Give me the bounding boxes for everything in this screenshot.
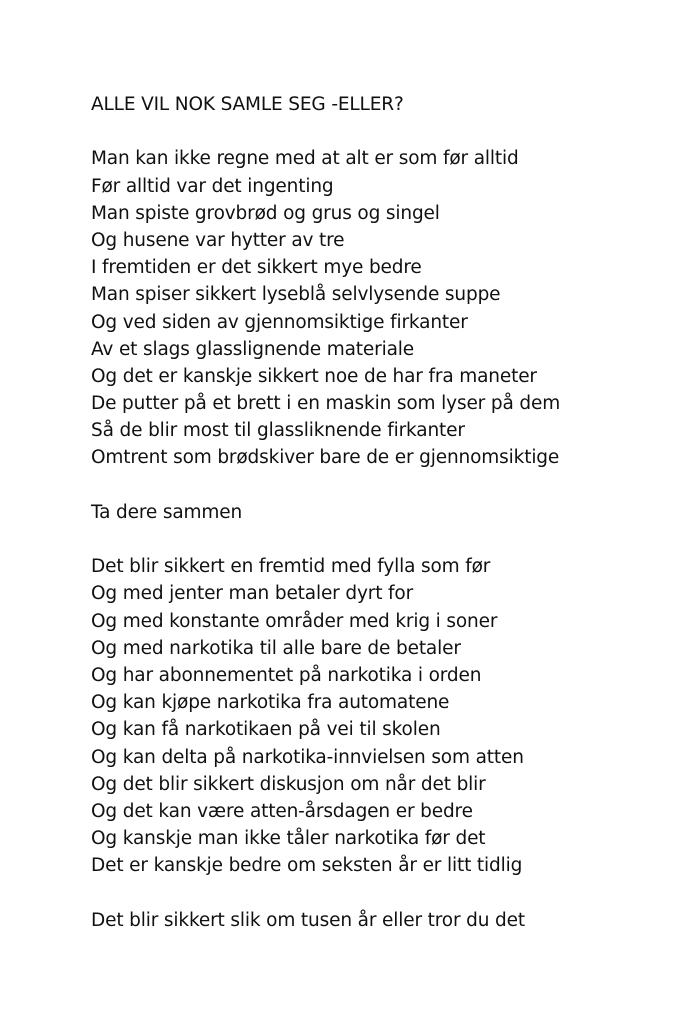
- poem-line: Ta dere sammen: [91, 501, 243, 523]
- poem-line: Og med konstante områder med krig i soner: [91, 610, 498, 632]
- poem-line: Og kan kjøpe narkotika fra automatene: [91, 692, 450, 714]
- stanza-gap: [91, 526, 671, 553]
- poem-line: Det blir sikkert en fremtid med fylla som før: [91, 556, 491, 578]
- poem-line: Man spiser sikkert lyseblå selvlysende suppe: [91, 284, 501, 306]
- poem-line: Og med narkotika til alle bare de betaler: [91, 637, 461, 659]
- poem-line: Så de blir most til glassliknende firkanter: [91, 420, 465, 442]
- stanza-gap: [91, 472, 671, 499]
- poem-line: Og kanskje man ikke tåler narkotika før det: [91, 828, 486, 850]
- stanza-1: [91, 145, 671, 471]
- stanza-3: [91, 553, 671, 879]
- poem-line: Og med jenter man betaler dyrt for: [91, 583, 414, 605]
- stanza-2: [91, 499, 671, 526]
- poem-line: I fremtiden er det sikkert mye bedre: [91, 257, 422, 279]
- poem-line: Det er kanskje bedre om seksten år er litt tidlig: [91, 855, 523, 877]
- stanza-gap: [91, 118, 671, 145]
- poem-line: Og det blir sikkert diskusjon om når det blir: [91, 773, 486, 795]
- poem-line: Før alltid var det ingenting: [91, 175, 334, 197]
- poem-line: Omtrent som brødskiver bare de er gjennomsiktige: [91, 447, 560, 469]
- poem-line: De putter på et brett i en maskin som lyser på dem: [91, 393, 561, 415]
- poem-line: Og kan delta på narkotika-innvielsen som atten: [91, 746, 524, 768]
- poem-line: Og kan få narkotikaen på vei til skolen: [91, 719, 441, 741]
- poem-line: Og det kan være atten-årsdagen er bedre: [91, 800, 473, 822]
- poem-line: Det blir sikkert slik om tusen år eller tror du det: [91, 909, 525, 931]
- poem-line: Og husene var hytter av tre: [91, 229, 345, 251]
- poem-line: Man spiste grovbrød og grus og singel: [91, 202, 440, 224]
- stanza-4: [91, 907, 671, 934]
- poem-line: Og ved siden av gjennomsiktige firkanter: [91, 311, 468, 333]
- poem-line: Av et slags glasslignende materiale: [91, 338, 414, 360]
- poem-line: Og har abonnementet på narkotika i orden: [91, 664, 482, 686]
- poem-line: Man kan ikke regne med at alt er som før alltid: [91, 148, 519, 170]
- poem: [91, 91, 671, 934]
- poem-line: Og det er kanskje sikkert noe de har fra maneter: [91, 365, 537, 387]
- poem-title: ALLE VIL NOK SAMLE SEG -ELLER?: [91, 94, 404, 115]
- stanza-gap: [91, 879, 671, 906]
